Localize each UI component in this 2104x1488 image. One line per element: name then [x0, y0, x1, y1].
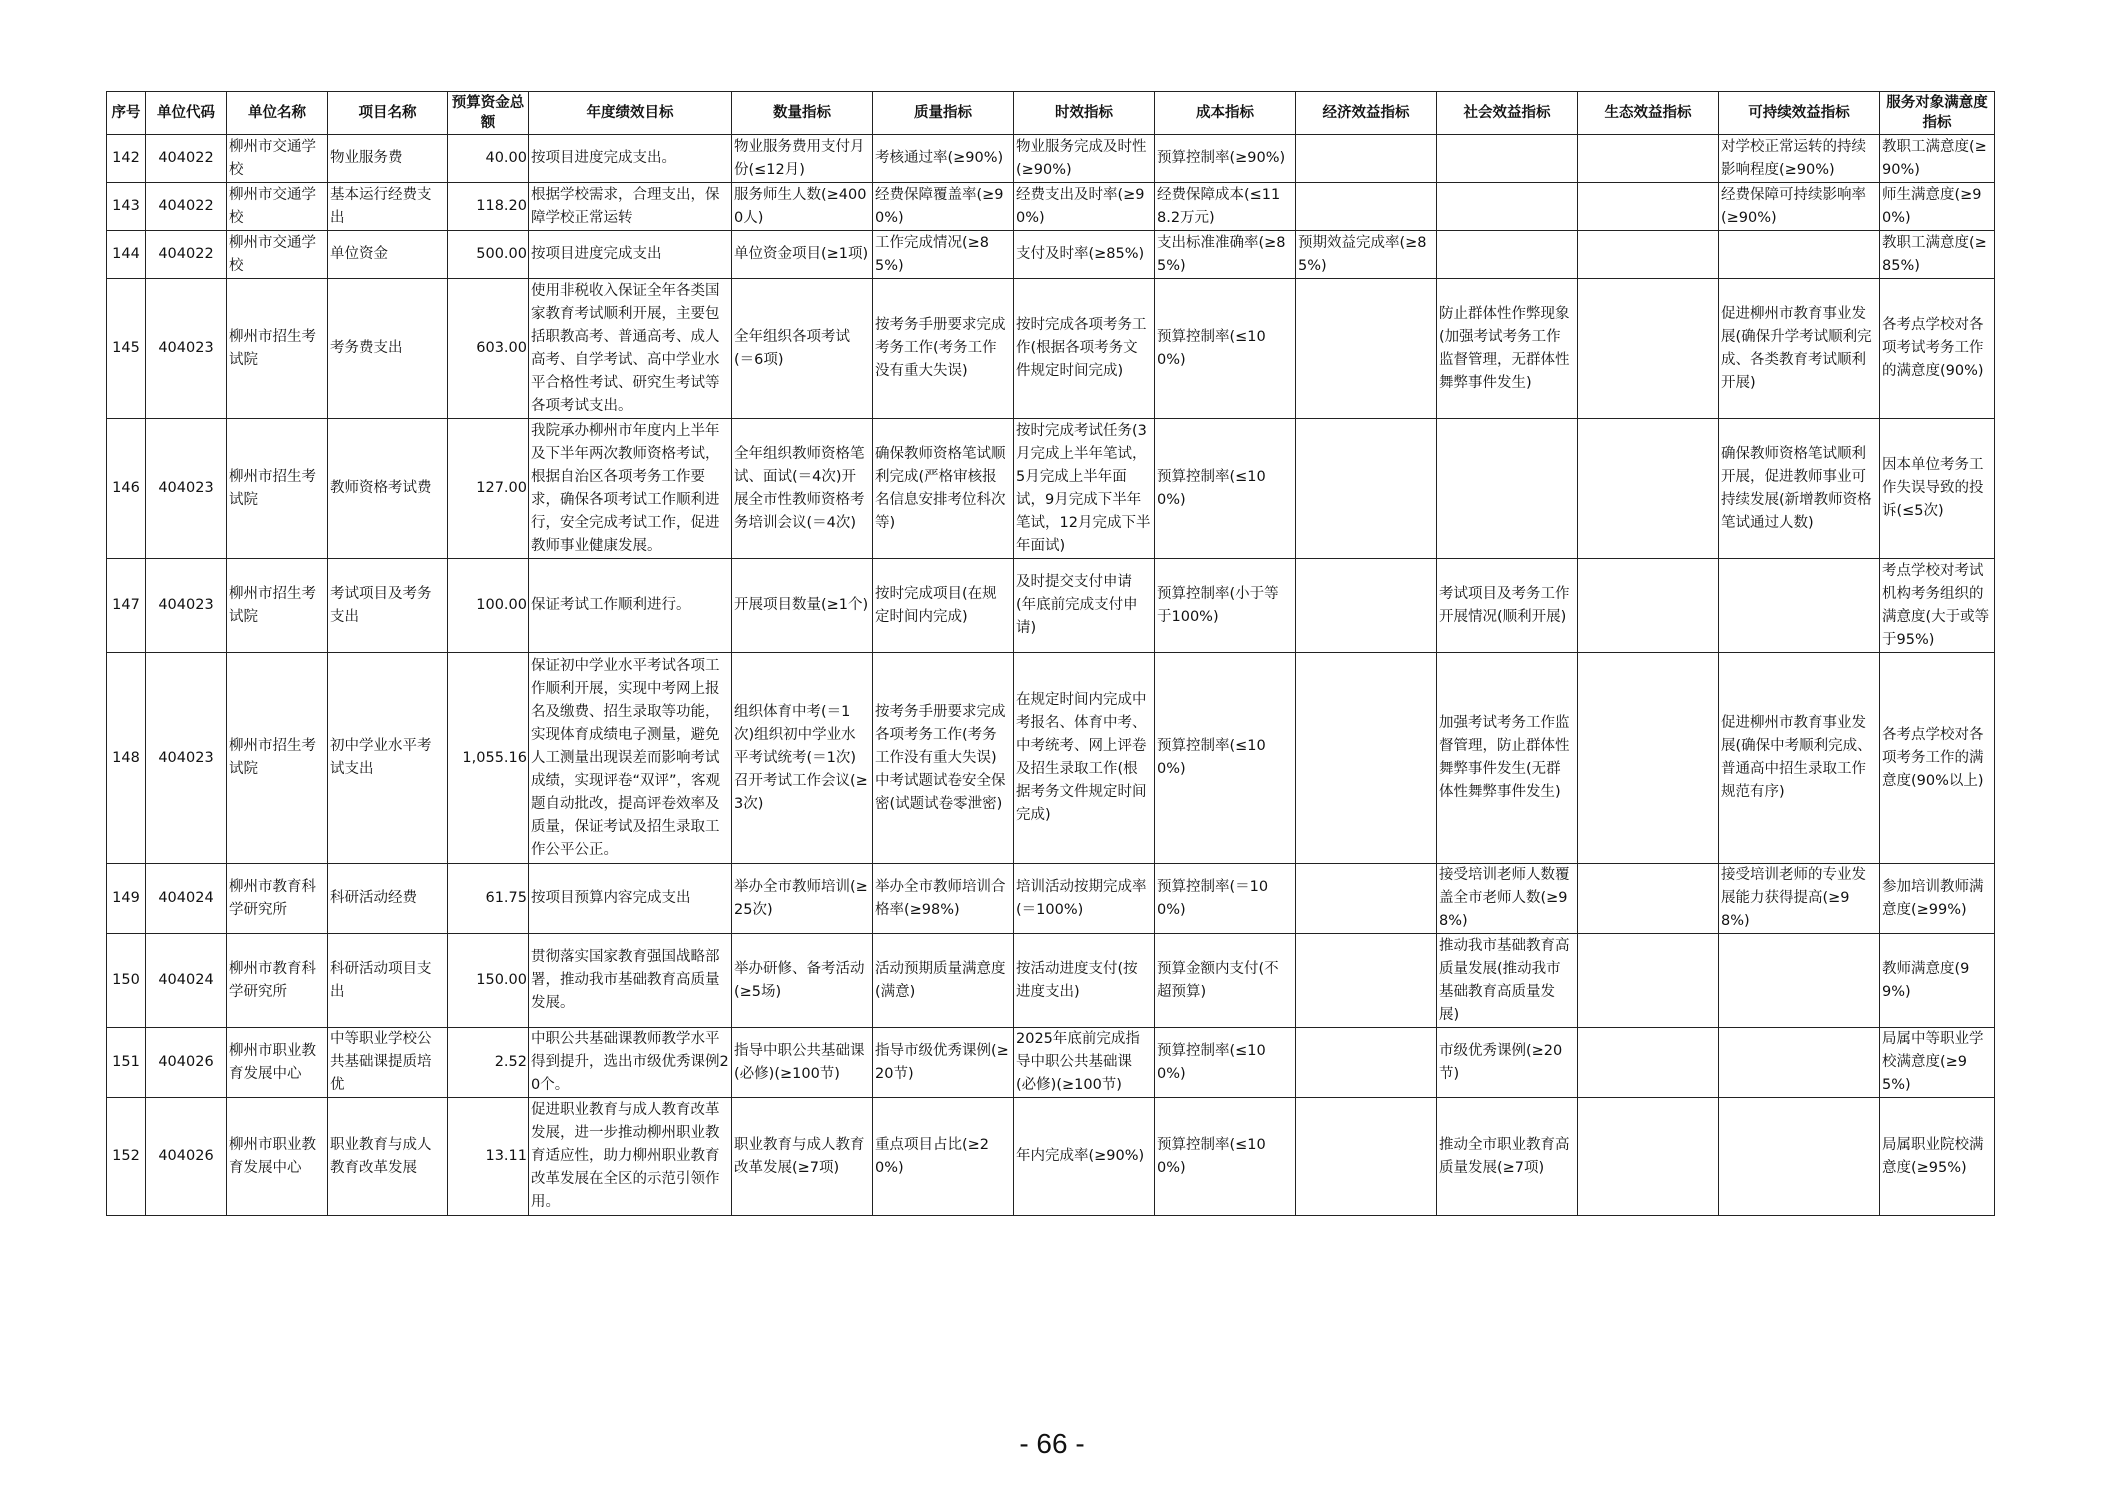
cell-budget-amount: 1,055.16: [448, 653, 529, 864]
table-header-row: [107, 92, 1995, 135]
table-row: [107, 934, 1995, 1028]
cell-quality-indicator: 按考务手册要求完成各项考务工作(考务工作没有重大失误)中考试题试卷安全保密(试题试卷零泄密): [873, 653, 1014, 864]
header-cell: 预算资金总额: [448, 92, 529, 135]
cell-unit-name: 柳州市交通学校: [227, 231, 328, 279]
cell-timeliness-indicator: 物业服务完成及时性(≥90%): [1014, 135, 1155, 183]
cell-timeliness-indicator: 按活动进度支付(按进度支出): [1014, 934, 1155, 1028]
cell-social-benefit: [1437, 419, 1578, 559]
header-cell: 项目名称: [328, 92, 448, 135]
table-row: [107, 653, 1995, 864]
header-cell: 成本指标: [1155, 92, 1296, 135]
cell-seq: 152: [107, 1098, 146, 1216]
cell-sustainability-benefit: 接受培训老师的专业发展能力获得提高(≥98%): [1719, 864, 1880, 934]
cell-quantity-indicator: 组织体育中考(＝1次)组织初中学业水平考试统考(＝1次)召开考试工作会议(≥3次): [732, 653, 873, 864]
cell-unit-code: 404023: [146, 279, 227, 419]
cell-satisfaction-indicator: 教职工满意度(≥85%): [1880, 231, 1995, 279]
cell-ecological-benefit: [1578, 231, 1719, 279]
cell-unit-name: 柳州市招生考试院: [227, 419, 328, 559]
header-cell: 社会效益指标: [1437, 92, 1578, 135]
cell-seq: 142: [107, 135, 146, 183]
cell-unit-code: 404024: [146, 934, 227, 1028]
cell-ecological-benefit: [1578, 559, 1719, 653]
cell-seq: 150: [107, 934, 146, 1028]
header-cell: 经济效益指标: [1296, 92, 1437, 135]
cell-satisfaction-indicator: 考点学校对考试机构考务组织的满意度(大于或等于95%): [1880, 559, 1995, 653]
cell-unit-code: 404023: [146, 653, 227, 864]
cell-quantity-indicator: 指导中职公共基础课(必修)(≥100节): [732, 1028, 873, 1098]
cell-budget-amount: 150.00: [448, 934, 529, 1028]
cell-satisfaction-indicator: 因本单位考务工作失误导致的投诉(≤5次): [1880, 419, 1995, 559]
cell-annual-goal: 按项目预算内容完成支出: [529, 864, 732, 934]
cell-unit-code: 404023: [146, 419, 227, 559]
cell-project-name: 考务费支出: [328, 279, 448, 419]
cell-project-name: 中等职业学校公共基础课提质培优: [328, 1028, 448, 1098]
header-cell: 可持续效益指标: [1719, 92, 1880, 135]
table-row: [107, 419, 1995, 559]
cell-unit-code: 404023: [146, 559, 227, 653]
cell-budget-amount: 500.00: [448, 231, 529, 279]
cell-satisfaction-indicator: 教职工满意度(≥90%): [1880, 135, 1995, 183]
table-body: [107, 135, 1995, 1216]
cell-timeliness-indicator: 及时提交支付申请(年底前完成支付申请): [1014, 559, 1155, 653]
cell-economic-benefit: [1296, 419, 1437, 559]
cell-quantity-indicator: 职业教育与成人教育改革发展(≥7项): [732, 1098, 873, 1216]
page-number: - 66 -: [1019, 1428, 1085, 1459]
cell-project-name: 职业教育与成人教育改革发展: [328, 1098, 448, 1216]
cell-social-benefit: 考试项目及考务工作开展情况(顺利开展): [1437, 559, 1578, 653]
cell-seq: 147: [107, 559, 146, 653]
cell-cost-indicator: 预算控制率(＝100%): [1155, 864, 1296, 934]
cell-ecological-benefit: [1578, 864, 1719, 934]
cell-satisfaction-indicator: 参加培训教师满意度(≥99%): [1880, 864, 1995, 934]
table-row: [107, 279, 1995, 419]
cell-cost-indicator: 经费保障成本(≤118.2万元): [1155, 183, 1296, 231]
cell-quality-indicator: 举办全市教师培训合格率(≥98%): [873, 864, 1014, 934]
cell-cost-indicator: 预算控制率(小于等于100%): [1155, 559, 1296, 653]
cell-annual-goal: 保证考试工作顺利进行。: [529, 559, 732, 653]
cell-unit-code: 404022: [146, 135, 227, 183]
cell-ecological-benefit: [1578, 183, 1719, 231]
cell-annual-goal: 使用非税收入保证全年各类国家教育考试顺利开展，主要包括职教高考、普通高考、成人高考、自学考试、高中学业水平合格性考试、研究生考试等各项考试支出。: [529, 279, 732, 419]
cell-annual-goal: 保证初中学业水平考试各项工作顺利开展，实现中考网上报名及缴费、招生录取等功能，实现体育成绩电子测量，避免人工测量出现误差而影响考试成绩，实现评卷“双评”，客观题自动批改，提高评卷效率及质量，保证考试及招生录取工作公平公正。: [529, 653, 732, 864]
cell-timeliness-indicator: 在规定时间内完成中考报名、体育中考、中考统考、网上评卷及招生录取工作(根据考务文件规定时间完成): [1014, 653, 1155, 864]
cell-unit-name: 柳州市职业教育发展中心: [227, 1098, 328, 1216]
cell-social-benefit: [1437, 231, 1578, 279]
cell-sustainability-benefit: [1719, 1028, 1880, 1098]
cell-unit-name: 柳州市交通学校: [227, 135, 328, 183]
cell-project-name: 科研活动经费: [328, 864, 448, 934]
cell-annual-goal: 贯彻落实国家教育强国战略部署，推动我市基础教育高质量发展。: [529, 934, 732, 1028]
cell-quantity-indicator: 全年组织各项考试(＝6项): [732, 279, 873, 419]
cell-quality-indicator: 工作完成情况(≥85%): [873, 231, 1014, 279]
cell-social-benefit: 推动我市基础教育高质量发展(推动我市基础教育高质量发展): [1437, 934, 1578, 1028]
header-cell: 生态效益指标: [1578, 92, 1719, 135]
cell-quality-indicator: 确保教师资格笔试顺利完成(严格审核报名信息安排考位科次等): [873, 419, 1014, 559]
cell-quantity-indicator: 全年组织教师资格笔试、面试(＝4次)开展全市性教师资格考务培训会议(＝4次): [732, 419, 873, 559]
cell-annual-goal: 按项目进度完成支出: [529, 231, 732, 279]
cell-quality-indicator: 活动预期质量满意度(满意): [873, 934, 1014, 1028]
cell-satisfaction-indicator: 各考点学校对各项考务工作的满意度(90%以上): [1880, 653, 1995, 864]
header-cell: 质量指标: [873, 92, 1014, 135]
cell-project-name: 教师资格考试费: [328, 419, 448, 559]
cell-quantity-indicator: 举办全市教师培训(≥25次): [732, 864, 873, 934]
table-row: [107, 231, 1995, 279]
cell-timeliness-indicator: 2025年底前完成指导中职公共基础课(必修)(≥100节): [1014, 1028, 1155, 1098]
header-cell: 服务对象满意度指标: [1880, 92, 1995, 135]
cell-ecological-benefit: [1578, 934, 1719, 1028]
cell-timeliness-indicator: 支付及时率(≥85%): [1014, 231, 1155, 279]
cell-economic-benefit: [1296, 559, 1437, 653]
table-row: [107, 1098, 1995, 1216]
cell-seq: 143: [107, 183, 146, 231]
cell-quality-indicator: 重点项目占比(≥20%): [873, 1098, 1014, 1216]
cell-economic-benefit: [1296, 1028, 1437, 1098]
cell-social-benefit: 加强考试考务工作监督管理，防止群体性舞弊事件发生(无群体性舞弊事件发生): [1437, 653, 1578, 864]
cell-timeliness-indicator: 年内完成率(≥90%): [1014, 1098, 1155, 1216]
cell-annual-goal: 根据学校需求，合理支出，保障学校正常运转: [529, 183, 732, 231]
cell-timeliness-indicator: 经费支出及时率(≥90%): [1014, 183, 1155, 231]
cell-project-name: 物业服务费: [328, 135, 448, 183]
table-row: [107, 559, 1995, 653]
cell-unit-name: 柳州市交通学校: [227, 183, 328, 231]
cell-economic-benefit: [1296, 135, 1437, 183]
cell-quantity-indicator: 举办研修、备考活动(≥5场): [732, 934, 873, 1028]
cell-ecological-benefit: [1578, 279, 1719, 419]
cell-annual-goal: 中职公共基础课教师教学水平得到提升，选出市级优秀课例20个。: [529, 1028, 732, 1098]
cell-social-benefit: 防止群体性作弊现象(加强考试考务工作监督管理，无群体性舞弊事件发生): [1437, 279, 1578, 419]
cell-cost-indicator: 预算控制率(≤100%): [1155, 419, 1296, 559]
cell-unit-code: 404022: [146, 231, 227, 279]
cell-budget-amount: 100.00: [448, 559, 529, 653]
cell-unit-name: 柳州市招生考试院: [227, 559, 328, 653]
cell-satisfaction-indicator: 教师满意度(99%): [1880, 934, 1995, 1028]
header-cell: 序号: [107, 92, 146, 135]
cell-seq: 149: [107, 864, 146, 934]
cell-economic-benefit: 预期效益完成率(≥85%): [1296, 231, 1437, 279]
cell-satisfaction-indicator: 局属中等职业学校满意度(≥95%): [1880, 1028, 1995, 1098]
cell-social-benefit: [1437, 183, 1578, 231]
cell-project-name: 初中学业水平考试支出: [328, 653, 448, 864]
cell-sustainability-benefit: 经费保障可持续影响率(≥90%): [1719, 183, 1880, 231]
cell-budget-amount: 40.00: [448, 135, 529, 183]
cell-unit-name: 柳州市教育科学研究所: [227, 864, 328, 934]
cell-annual-goal: 我院承办柳州市年度内上半年及下半年两次教师资格考试，根据自治区各项考务工作要求，确保各项考试工作顺利进行，安全完成考试工作，促进教师事业健康发展。: [529, 419, 732, 559]
cell-sustainability-benefit: [1719, 231, 1880, 279]
cell-project-name: 考试项目及考务支出: [328, 559, 448, 653]
cell-timeliness-indicator: 按时完成考试任务(3月完成上半年笔试，5月完成上半年面试，9月完成下半年笔试，12月完成下半年面试): [1014, 419, 1155, 559]
cell-quality-indicator: 按考务手册要求完成考务工作(考务工作没有重大失误): [873, 279, 1014, 419]
header-cell: 单位名称: [227, 92, 328, 135]
header-cell: 年度绩效目标: [529, 92, 732, 135]
cell-timeliness-indicator: 按时完成各项考务工作(根据各项考务文件规定时间完成): [1014, 279, 1155, 419]
cell-cost-indicator: 预算金额内支付(不超预算): [1155, 934, 1296, 1028]
cell-sustainability-benefit: [1719, 1098, 1880, 1216]
cell-sustainability-benefit: [1719, 559, 1880, 653]
table-row: [107, 1028, 1995, 1098]
cell-project-name: 基本运行经费支出: [328, 183, 448, 231]
cell-quantity-indicator: 单位资金项目(≥1项): [732, 231, 873, 279]
cell-economic-benefit: [1296, 653, 1437, 864]
cell-unit-name: 柳州市职业教育发展中心: [227, 1028, 328, 1098]
cell-quality-indicator: 指导市级优秀课例(≥20节): [873, 1028, 1014, 1098]
cell-quality-indicator: 考核通过率(≥90%): [873, 135, 1014, 183]
cell-cost-indicator: 预算控制率(≤100%): [1155, 1098, 1296, 1216]
header-cell: 单位代码: [146, 92, 227, 135]
cell-sustainability-benefit: 促进柳州市教育事业发展(确保升学考试顺利完成、各类教育考试顺利开展): [1719, 279, 1880, 419]
cell-cost-indicator: 预算控制率(≤100%): [1155, 653, 1296, 864]
cell-economic-benefit: [1296, 279, 1437, 419]
cell-budget-amount: 2.52: [448, 1028, 529, 1098]
cell-cost-indicator: 预算控制率(≤100%): [1155, 279, 1296, 419]
cell-sustainability-benefit: [1719, 934, 1880, 1028]
cell-seq: 145: [107, 279, 146, 419]
cell-budget-amount: 118.20: [448, 183, 529, 231]
cell-project-name: 单位资金: [328, 231, 448, 279]
cell-budget-amount: 61.75: [448, 864, 529, 934]
cell-economic-benefit: [1296, 934, 1437, 1028]
cell-ecological-benefit: [1578, 1098, 1719, 1216]
cell-social-benefit: 接受培训老师人数覆盖全市老师人数(≥98%): [1437, 864, 1578, 934]
cell-unit-name: 柳州市招生考试院: [227, 653, 328, 864]
cell-ecological-benefit: [1578, 653, 1719, 864]
header-cell: 数量指标: [732, 92, 873, 135]
table-row: [107, 864, 1995, 934]
cell-quality-indicator: 按时完成项目(在规定时间内完成): [873, 559, 1014, 653]
cell-unit-name: 柳州市教育科学研究所: [227, 934, 328, 1028]
cell-economic-benefit: [1296, 1098, 1437, 1216]
cell-unit-code: 404026: [146, 1028, 227, 1098]
header-cell: 时效指标: [1014, 92, 1155, 135]
cell-seq: 151: [107, 1028, 146, 1098]
cell-satisfaction-indicator: 各考点学校对各项考试考务工作的满意度(90%): [1880, 279, 1995, 419]
cell-seq: 144: [107, 231, 146, 279]
cell-social-benefit: 市级优秀课例(≥20节): [1437, 1028, 1578, 1098]
cell-sustainability-benefit: 促进柳州市教育事业发展(确保中考顺利完成、普通高中招生录取工作规范有序): [1719, 653, 1880, 864]
cell-timeliness-indicator: 培训活动按期完成率(＝100%): [1014, 864, 1155, 934]
cell-social-benefit: 推动全市职业教育高质量发展(≥7项): [1437, 1098, 1578, 1216]
cell-satisfaction-indicator: 局属职业院校满意度(≥95%): [1880, 1098, 1995, 1216]
cell-quantity-indicator: 服务师生人数(≥4000人): [732, 183, 873, 231]
cell-budget-amount: 13.11: [448, 1098, 529, 1216]
table-row: [107, 183, 1995, 231]
cell-annual-goal: 促进职业教育与成人教育改革发展，进一步推动柳州职业教育适应性，助力柳州职业教育改革发展在全区的示范引领作用。: [529, 1098, 732, 1216]
cell-social-benefit: [1437, 135, 1578, 183]
cell-budget-amount: 603.00: [448, 279, 529, 419]
cell-annual-goal: 按项目进度完成支出。: [529, 135, 732, 183]
cell-seq: 148: [107, 653, 146, 864]
cell-unit-code: 404024: [146, 864, 227, 934]
cell-cost-indicator: 预算控制率(≥90%): [1155, 135, 1296, 183]
cell-budget-amount: 127.00: [448, 419, 529, 559]
cell-cost-indicator: 支出标准准确率(≥85%): [1155, 231, 1296, 279]
cell-sustainability-benefit: 对学校正常运转的持续影响程度(≥90%): [1719, 135, 1880, 183]
cell-economic-benefit: [1296, 183, 1437, 231]
cell-quality-indicator: 经费保障覆盖率(≥90%): [873, 183, 1014, 231]
cell-cost-indicator: 预算控制率(≤100%): [1155, 1028, 1296, 1098]
cell-ecological-benefit: [1578, 1028, 1719, 1098]
cell-unit-name: 柳州市招生考试院: [227, 279, 328, 419]
performance-indicator-table: [106, 91, 1995, 1216]
cell-quantity-indicator: 开展项目数量(≥1个): [732, 559, 873, 653]
table-row: [107, 135, 1995, 183]
cell-project-name: 科研活动项目支出: [328, 934, 448, 1028]
cell-economic-benefit: [1296, 864, 1437, 934]
cell-unit-code: 404026: [146, 1098, 227, 1216]
cell-quantity-indicator: 物业服务费用支付月份(≤12月): [732, 135, 873, 183]
cell-satisfaction-indicator: 师生满意度(≥90%): [1880, 183, 1995, 231]
cell-ecological-benefit: [1578, 419, 1719, 559]
cell-sustainability-benefit: 确保教师资格笔试顺利开展，促进教师事业可持续发展(新增教师资格笔试通过人数): [1719, 419, 1880, 559]
cell-unit-code: 404022: [146, 183, 227, 231]
cell-ecological-benefit: [1578, 135, 1719, 183]
cell-seq: 146: [107, 419, 146, 559]
